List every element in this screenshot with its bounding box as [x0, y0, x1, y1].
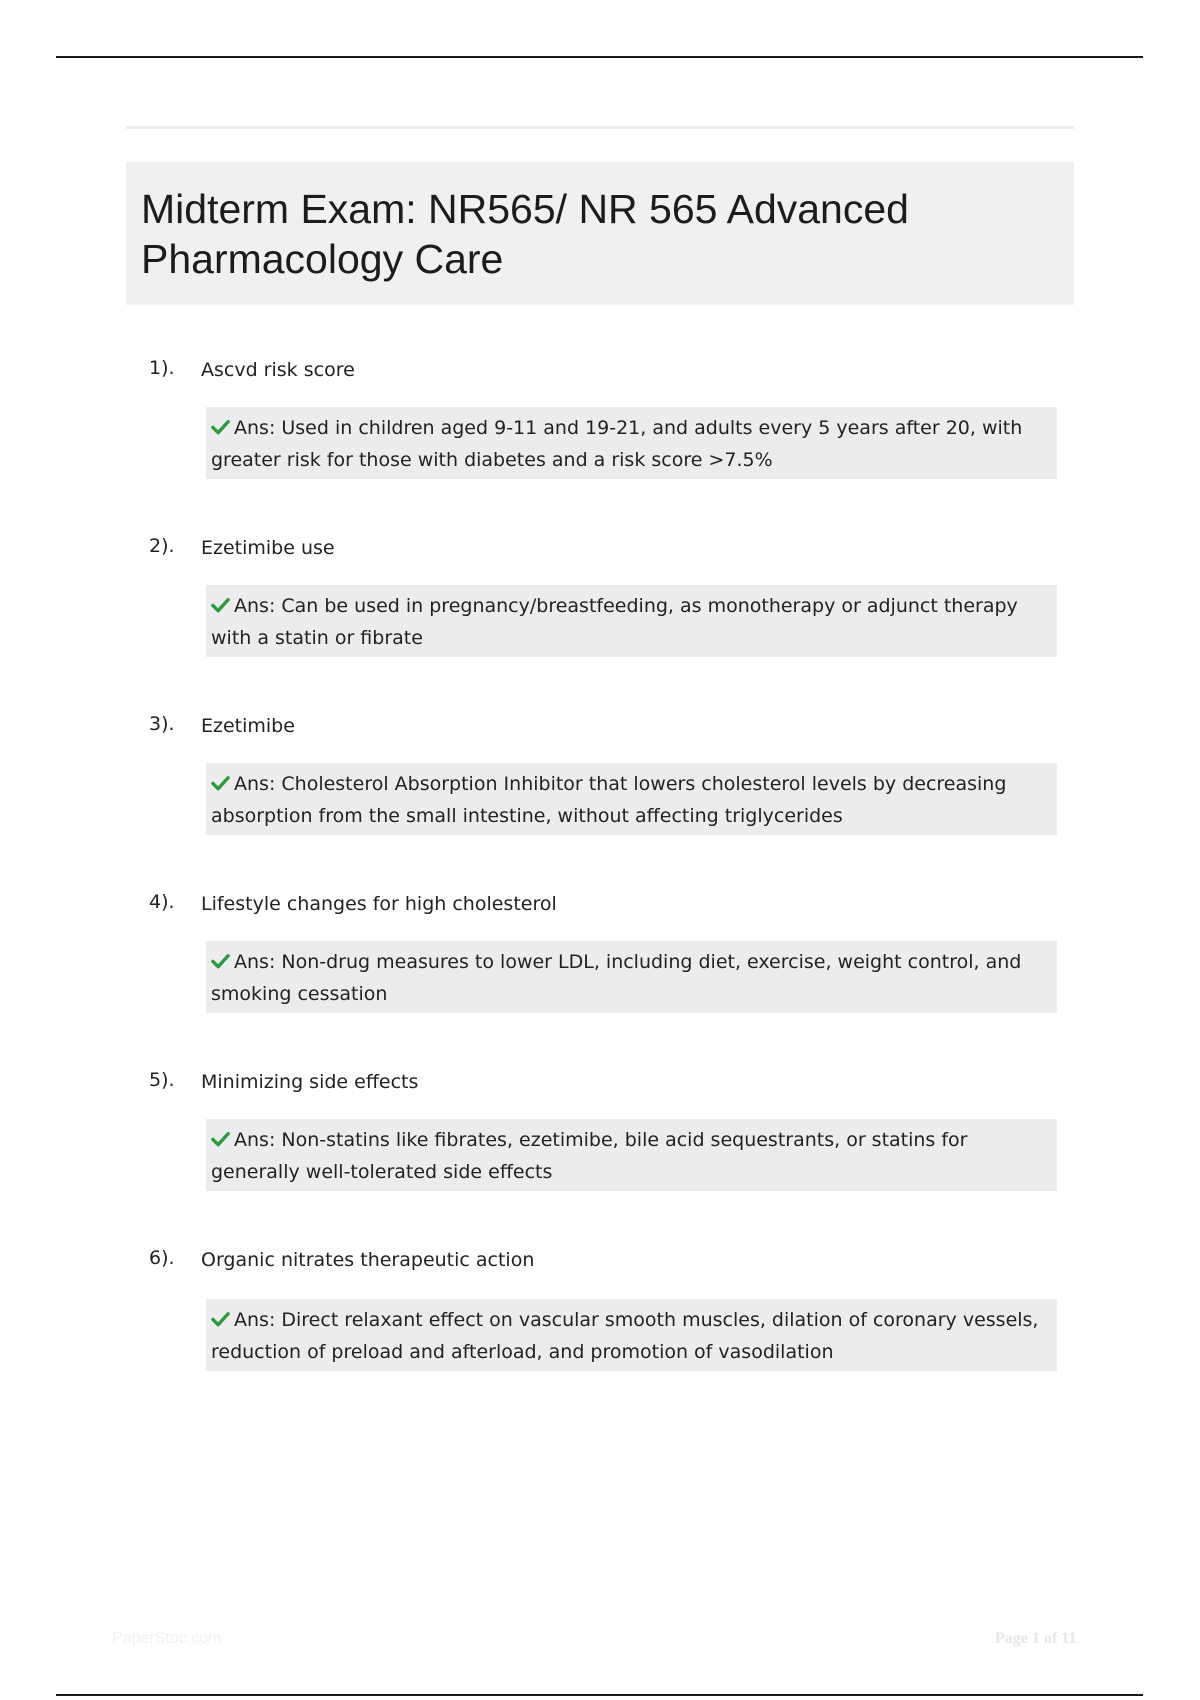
question-item — [0, 712, 1200, 872]
question-item — [0, 534, 1200, 694]
answer-text: Ans: Non-drug measures to lower LDL, including diet, exercise, weight control, and smoking cessation — [211, 951, 1022, 1005]
bottom-divider — [56, 1694, 1143, 1696]
answer-text: Ans: Cholesterol Absorption Inhibitor that lowers cholesterol levels by decreasing absorption from the small intestine, without affecting triglycerides — [211, 773, 1007, 827]
question-number: 2). — [149, 535, 175, 557]
answer-box — [206, 1299, 1057, 1371]
title-banner — [126, 162, 1074, 305]
answer-box — [206, 763, 1057, 835]
question-text: Ezetimibe use — [201, 537, 335, 559]
question-number: 1). — [149, 357, 175, 379]
question-item — [0, 1246, 1200, 1406]
checkmark-icon — [211, 952, 230, 970]
question-number: 6). — [149, 1247, 175, 1269]
answer-text: Ans: Can be used in pregnancy/breastfeeding, as monotherapy or adjunct therapy with a statin or fibrate — [211, 595, 1018, 649]
title-line-2: Pharmacology Care — [141, 236, 504, 282]
page-number: Page 1 of 11 — [995, 1630, 1077, 1647]
question-text: Minimizing side effects — [201, 1071, 419, 1093]
page-title — [141, 184, 1058, 284]
answer-box — [206, 1119, 1057, 1191]
question-text: Ascvd risk score — [201, 359, 355, 381]
question-text: Lifestyle changes for high cholesterol — [201, 893, 557, 915]
question-text: Ezetimibe — [201, 715, 295, 737]
title-line-1: Midterm Exam: NR565/ NR 565 Advanced — [141, 186, 909, 232]
question-item — [0, 356, 1200, 516]
top-divider — [56, 56, 1143, 58]
question-item — [0, 1068, 1200, 1228]
question-text: Organic nitrates therapeutic action — [201, 1249, 535, 1271]
question-number: 4). — [149, 891, 175, 913]
answer-box — [206, 585, 1057, 657]
question-item — [0, 890, 1200, 1050]
answer-box — [206, 941, 1057, 1013]
header-separator — [126, 126, 1074, 129]
checkmark-icon — [211, 774, 230, 792]
footer-watermark: PaperStoc.com — [112, 1630, 222, 1647]
answer-text: Ans: Used in children aged 9-11 and 19-21, and adults every 5 years after 20, with greater risk for those with diabetes and a risk score >7.5% — [211, 417, 1023, 471]
answer-text: Ans: Non-statins like fibrates, ezetimibe, bile acid sequestrants, or statins for generally well-tolerated side effects — [211, 1129, 968, 1183]
question-number: 3). — [149, 713, 175, 735]
checkmark-icon — [211, 1130, 230, 1148]
answer-text: Ans: Direct relaxant effect on vascular smooth muscles, dilation of coronary vessels, reduction of preload and afterload, and promotion of vasodilation — [211, 1309, 1039, 1363]
question-number: 5). — [149, 1069, 175, 1091]
checkmark-icon — [211, 596, 230, 614]
checkmark-icon — [211, 418, 230, 436]
answer-box — [206, 407, 1057, 479]
checkmark-icon — [211, 1310, 230, 1328]
